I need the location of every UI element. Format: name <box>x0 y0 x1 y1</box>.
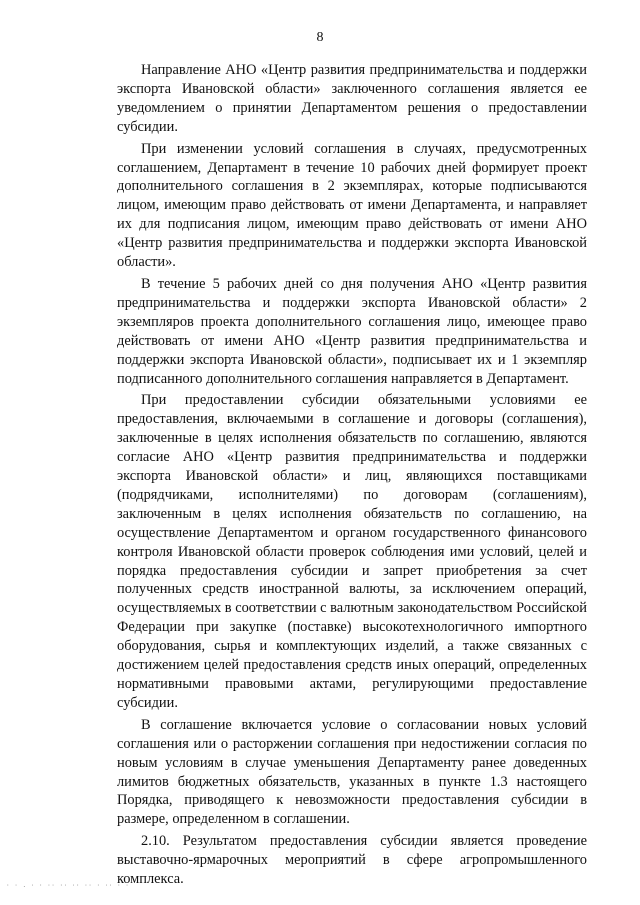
paragraph-mandatory-conditions: При предоставлении субсидии обязательными условиями ее предоставления, включаемыми в соглашение и договоры (соглашения), заключенные в целях исполнения обязательств по соглашению, являются согласие АНО «Центр развития предпринимательства и поддержки экспорта Ивановской области» и лиц, являющихся поставщиками (подрядчиками, исполнителями) по договорам (соглашениям), заключенным в целях исполнения обязательств по соглашению, на осуществление Департаментом и органом государственного финансового контроля Ивановской области проверок соблюдения ими условий, целей и порядка предоставления субсидии и запрет приобретения за счет полученных средств иностранной валюты, за исключением операций, осуществляемых в соответствии с валютным законодательством Российской Федерации при закупке (поставке) высокотехнологичного импортного оборудования, сырья и комплектующих изделий, а также связанных с достижением целей предоставления средств иных операций, определенных нормативными правовыми актами, регулирующими предоставление субсидии. <box>117 392 588 711</box>
paragraph-amendment-signing: В течение 5 рабочих дней со дня получения АНО «Центр развития предпринимательства и поддержки экспорта Ивановской области» 2 экземпляров проекта дополнительного соглашения лицо, имеющее право действовать от имени АНО «Центр развития предпринимательства и поддержки экспорта Ивановской области», подписывает их и 1 экземпляр подписанного дополнительного соглашения направляется в Департамент. <box>117 275 587 387</box>
scan-artifact: · · . · · ·· ·· ·· ·· · ·· · · <box>6 882 130 889</box>
paragraph-subsidy-result: 2.10. Результатом предоставления субсидии является проведение выставочно-ярмарочных мероприятий в сфере агропромышленного комплекса. <box>117 833 587 888</box>
page-number: 8 <box>316 30 324 45</box>
document-body <box>117 61 587 892</box>
paragraph-amendment-drafting: При изменении условий соглашения в случаях, предусмотренных соглашением, Департамент в течение 10 рабочих дней формирует проект дополнительного соглашения в 2 экземплярах, которые подписываются лицом, имеющим право действовать от имени Департамента, и направляет их для подписания лицом, имеющим право действовать от имени АНО «Центр развития предпринимательства и поддержки экспорта Ивановской области». <box>117 140 587 271</box>
paragraph-new-conditions: В соглашение включается условие о согласовании новых условий соглашения или о расторжении соглашения при недостижении согласия по новым условиям в случае уменьшения Департаменту ранее доведенных лимитов бюджетных обязательств, указанных в пункте 1.3 настоящего Порядка, приводящего к невозможности предоставления субсидии в размере, определенном в соглашении. <box>117 716 587 828</box>
paragraph-notification: Направление АНО «Центр развития предпринимательства и поддержки экспорта Ивановской области» заключенного соглашения является ее уведомлением о принятии Департаментом решения о предоставлении субсидии. <box>117 62 587 135</box>
